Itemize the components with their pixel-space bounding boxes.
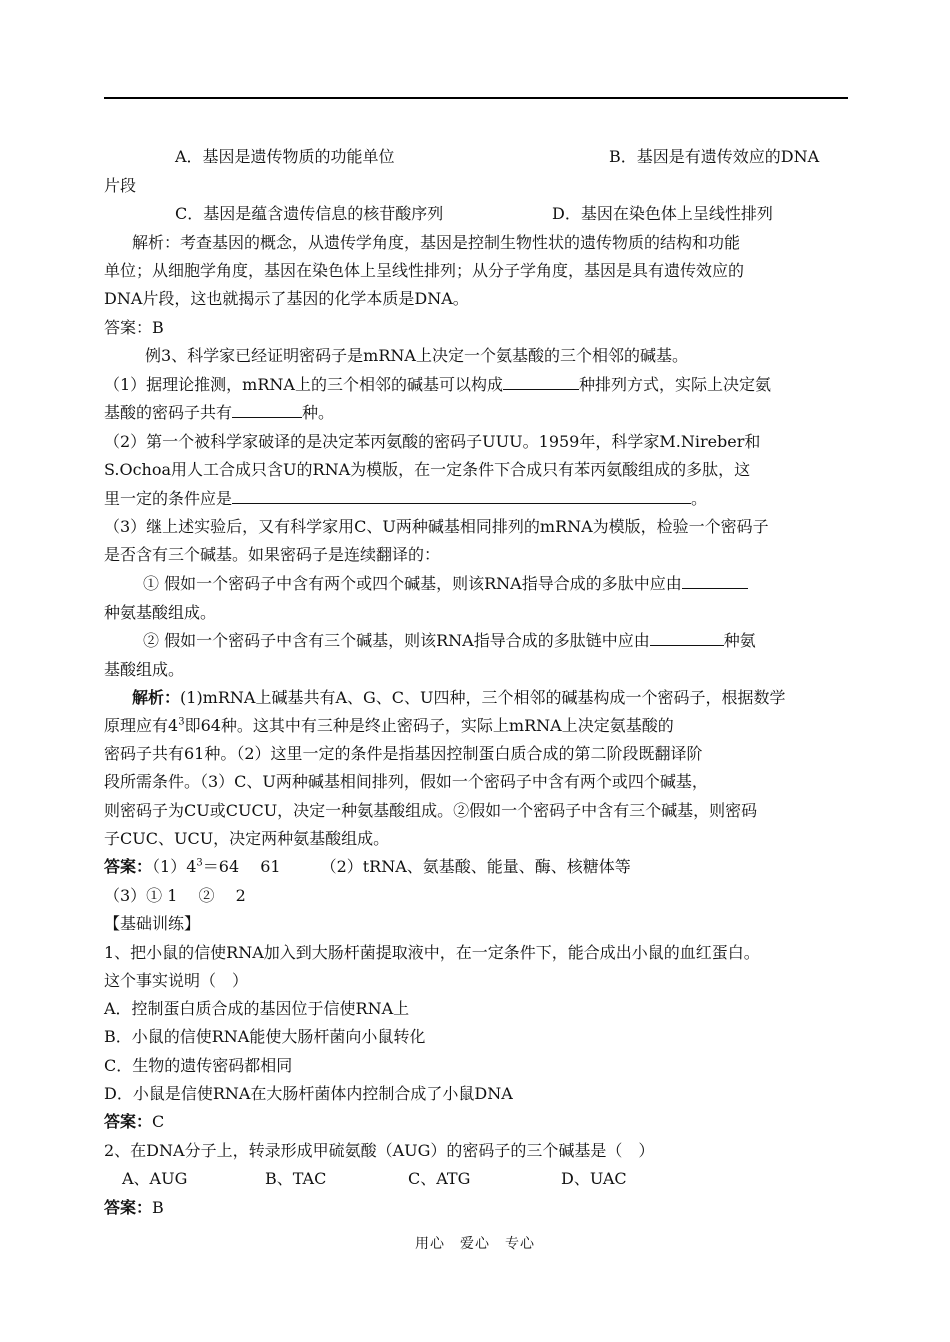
answer-value: C	[152, 1112, 165, 1131]
ex3-part2-text: 。	[691, 489, 708, 508]
ex3-part3-line6: 基酸组成。	[104, 660, 185, 679]
header-rule	[104, 97, 848, 99]
q1-option-a: A．基因是遗传物质的功能单位	[175, 147, 395, 166]
ex3-part1-line2	[104, 403, 334, 423]
answer-value: B	[152, 1198, 164, 1217]
ex3-answer-line2: （3）① 1 ② 2	[104, 886, 246, 905]
t2-answer	[104, 1198, 164, 1218]
q1-option-c: C．基因是蕴含遗传信息的核苷酸序列	[175, 204, 444, 223]
ex3-part3-line5	[143, 631, 756, 651]
ex3-blank-4	[682, 574, 748, 589]
q1-analysis-line: 解析：考查基因的概念，从遗传学角度，基因是控制生物性状的遗传物质的结构和功能	[132, 233, 741, 252]
exponent: 3	[196, 857, 203, 869]
t1-option-a: A．控制蛋白质合成的基因位于信使RNA上	[104, 999, 410, 1018]
ex3-part2-text: 里一定的条件应是	[104, 489, 233, 508]
ex3-analysis-line: 子CUC、UCU，决定两种氨基酸组成。	[104, 829, 390, 848]
ex3-answer-line1	[104, 857, 631, 877]
ex3-part1-text: 种排列方式，实际上决定氨	[578, 375, 771, 394]
ex3-blank-3	[232, 489, 691, 504]
t2-option-d: D、UAC	[561, 1169, 627, 1188]
t1-answer	[104, 1112, 164, 1132]
ex3-part3-line1: （3）继上述实验后，又有科学家用C、U两种碱基相同排列的mRNA为模版，检验一个密码子	[104, 517, 769, 536]
t2-stem: 2、在DNA分子上，转录形成甲硫氨酸（AUG）的密码子的三个碱基是（ ）	[104, 1141, 655, 1160]
analysis-label: 解析：	[132, 688, 181, 707]
ex3-analysis-line	[104, 716, 674, 736]
ex3-part3-text: 种氨	[723, 631, 756, 650]
ex3-part1-text: （1）据理论推测，mRNA上的三个相邻的碱基可以构成	[104, 375, 503, 394]
ex3-analysis-line: 密码子共有61种。（2）这里一定的条件是指基因控制蛋白质合成的第二阶段既翻译阶	[104, 744, 703, 763]
answer-label: 答案：	[104, 1112, 153, 1131]
t2-option-b: B、TAC	[265, 1169, 327, 1188]
answer-label: 答案：	[104, 857, 153, 876]
ex3-part3-line2: 是否含有三个碱基。如果密码子是连续翻译的：	[104, 545, 441, 564]
ex3-part2-line2: S.Ochoa用人工合成只含U的RNA为模版，在一定条件下合成只有苯丙氨酸组成的多肽，这	[104, 460, 751, 479]
ex3-part1-text: 基酸的密码子共有	[104, 403, 233, 422]
section-title: 【基础训练】	[104, 914, 201, 933]
ex3-part1-line1	[104, 375, 771, 395]
ex3-part3-line4: 种氨基酸组成。	[104, 603, 217, 622]
ex3-part3-line3	[143, 574, 748, 594]
ex3-part2-line3	[104, 489, 707, 509]
q1-analysis-line: 单位；从细胞学角度，基因在染色体上呈线性排列；从分子学角度，基因是具有遗传效应的	[104, 261, 745, 280]
ex3-blank-5	[650, 631, 724, 646]
ex3-blank-2	[232, 403, 302, 418]
q1-analysis-line: DNA片段，这也就揭示了基因的化学本质是DNA。	[104, 289, 469, 308]
t1-stem: 这个事实说明（ ）	[104, 971, 249, 990]
q1-option-b: B．基因是有遗传效应的DNA	[609, 147, 820, 166]
ex3-part1-text: 种。	[302, 403, 335, 422]
analysis-text: 即64种。这其中有三种是终止密码子，实际上mRNA上决定氨基酸的	[184, 716, 674, 735]
ex3-blank-1	[503, 375, 579, 390]
analysis-text: (1)mRNA上碱基共有A、G、C、U四种，三个相邻的碱基构成一个密码子，根据数学	[180, 688, 786, 707]
ex3-part3-text: ② 假如一个密码子中含有三个碱基，则该RNA指导合成的多肽链中应由	[143, 631, 650, 650]
page-footer: 用心 爱心 专心	[415, 1236, 535, 1252]
q1-answer: 答案：B	[104, 318, 164, 337]
ex3-analysis-line	[132, 688, 786, 708]
t1-stem: 1、把小鼠的信使RNA加入到大肠杆菌提取液中，在一定条件下，能合成出小鼠的血红蛋白。	[104, 943, 760, 962]
ex3-analysis-line: 段所需条件。（3）C、U两种碱基相间排列，假如一个密码子中含有两个或四个碱基，	[104, 772, 708, 791]
t1-option-d: D．小鼠是信使RNA在大肠杆菌体内控制合成了小鼠DNA	[104, 1084, 513, 1103]
answer-text: ＝64 61 （2）tRNA、氨基酸、能量、酶、核糖体等	[202, 857, 631, 876]
ex3-part2-line1: （2）第一个被科学家破译的是决定苯丙氨酸的密码子UUU。1959年，科学家M.Nireber和	[104, 432, 761, 451]
exponent: 3	[178, 716, 185, 728]
ex3-title: 例3、科学家已经证明密码子是mRNA上决定一个氨基酸的三个相邻的碱基。	[145, 346, 688, 365]
q1-option-d: D．基因在染色体上呈线性排列	[552, 204, 773, 223]
q1-option-b-cont: 片段	[104, 176, 137, 195]
t1-option-c: C．生物的遗传密码都相同	[104, 1056, 293, 1075]
answer-label: 答案：	[104, 1198, 153, 1217]
t1-option-b: B．小鼠的信使RNA能使大肠杆菌向小鼠转化	[104, 1027, 426, 1046]
ex3-analysis-line: 则密码子为CU或CUCU，决定一种氨基酸组成。②假如一个密码子中含有三个碱基，则密码	[104, 801, 758, 820]
t2-option-c: C、ATG	[408, 1169, 471, 1188]
ex3-part3-text: ① 假如一个密码子中含有两个或四个碱基，则该RNA指导合成的多肽中应由	[143, 574, 682, 593]
analysis-text: 原理应有4	[104, 716, 179, 735]
answer-text: （1）4	[152, 857, 197, 876]
t2-option-a: A、AUG	[122, 1169, 188, 1188]
